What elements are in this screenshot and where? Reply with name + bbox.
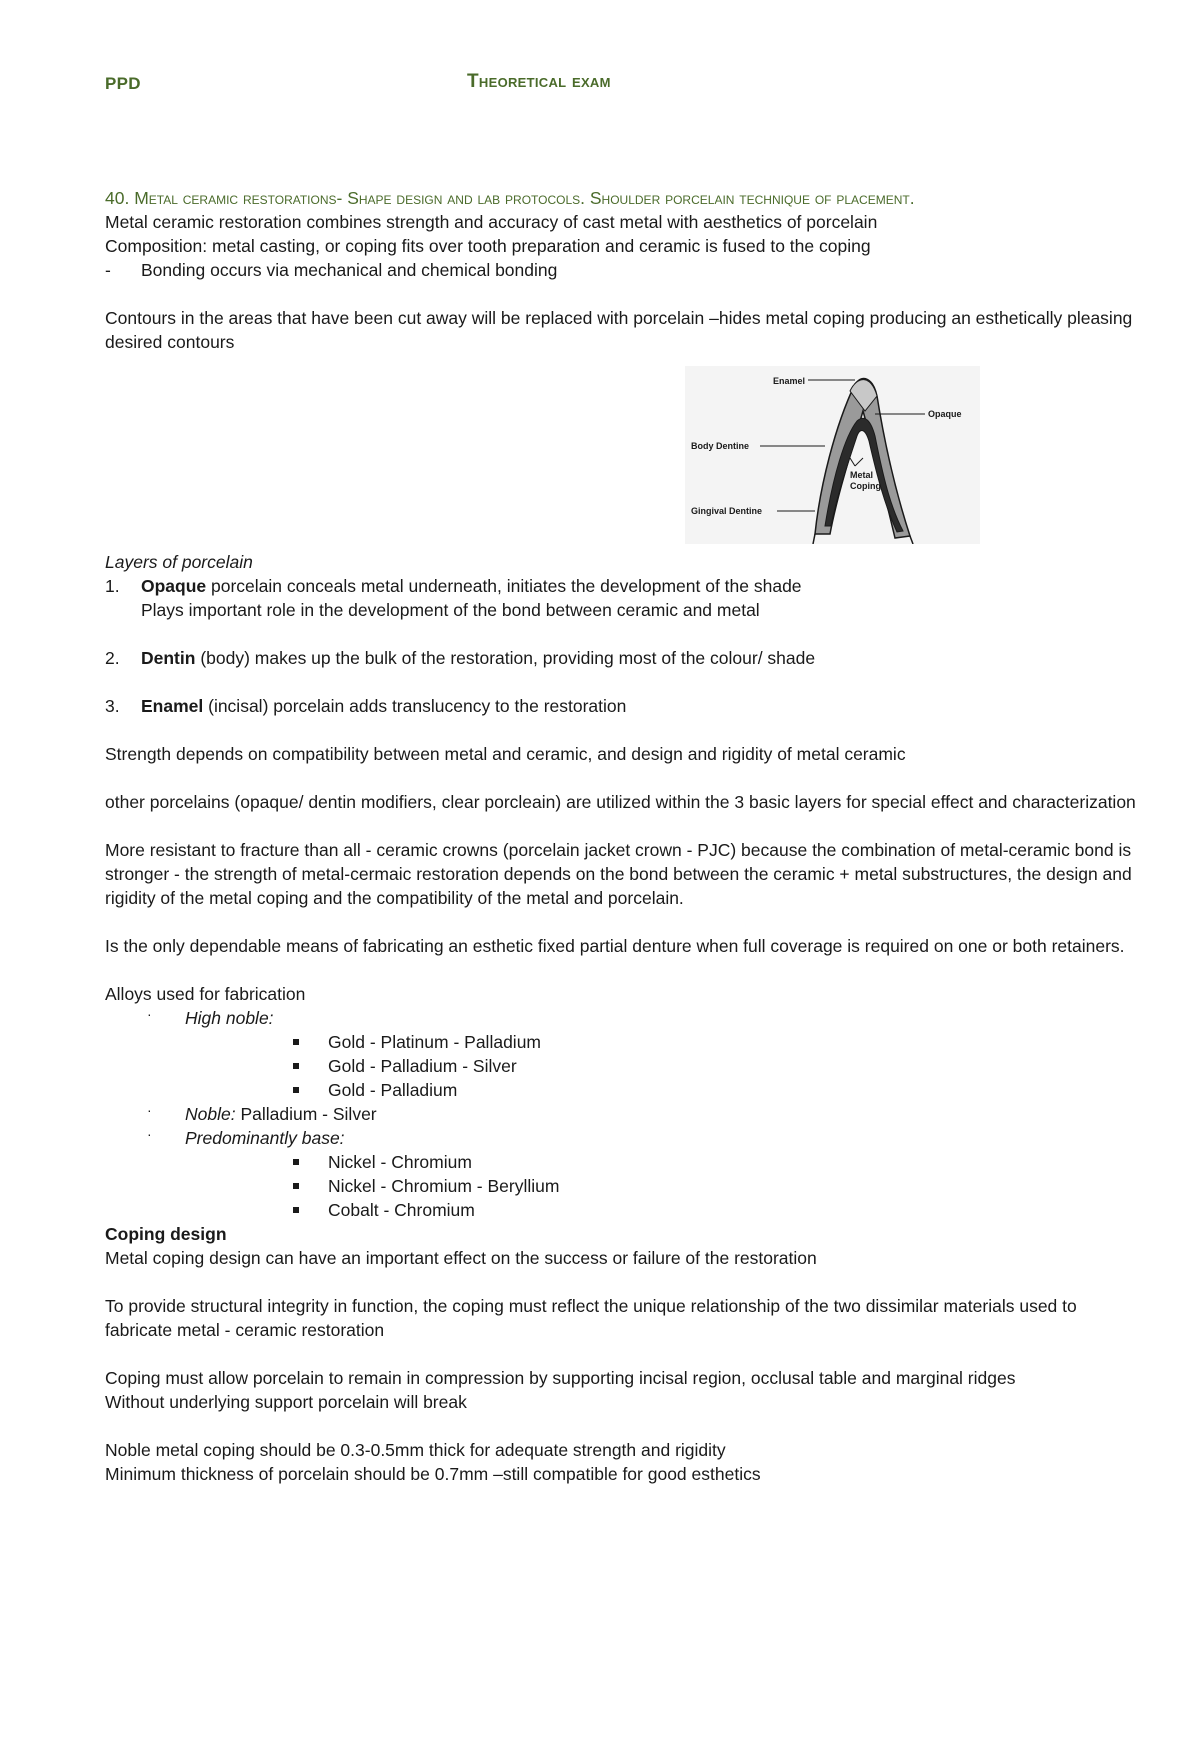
dash-marker: - (105, 260, 111, 280)
alloy-group-label: Noble (185, 1104, 231, 1124)
alloy-group (105, 1006, 1145, 1030)
square-bullet-icon (293, 1063, 299, 1069)
list-number: 1. (105, 576, 120, 596)
alloy-group (105, 1126, 1145, 1150)
header-right: Theoretical exam (467, 71, 611, 92)
alloy-item (105, 1078, 1145, 1102)
list-number: 3. (105, 696, 120, 716)
alloy-item (105, 1174, 1145, 1198)
coping-paragraph: To provide structural integrity in function, the coping must reflect the unique relationship of the two dissimilar materials used to fabricate metal - ceramic restoration (105, 1296, 1077, 1340)
alloy-group-suffix: : (268, 1008, 274, 1028)
section-title: 40. Metal ceramic restorations- Shape design and lab protocols. Shoulder porcelain technique of placement. (105, 188, 915, 208)
coping-paragraph: Coping must allow porcelain to remain in compression by supporting incisal region, occlusal table and marginal ridges (105, 1368, 1016, 1388)
coping-paragraph: Metal coping design can have an important effect on the success or failure of the restoration (105, 1248, 817, 1268)
alloy-group-suffix: : (230, 1104, 236, 1124)
alloy-item-text: Gold - Platinum - Palladium (328, 1032, 541, 1052)
alloy-item-text: Nickel - Chromium - Beryllium (328, 1176, 560, 1196)
label-body-dentine: Body Dentine (691, 441, 750, 451)
intro-line: Composition: metal casting, or coping fits over tooth preparation and ceramic is fused to the coping (105, 236, 871, 256)
label-metal: Metal (850, 470, 874, 480)
alloy-item (105, 1054, 1145, 1078)
layer-description: porcelain conceals metal underneath, initiates the development of the shade (206, 576, 802, 596)
layer-name: Opaque (141, 576, 207, 596)
alloy-item-text: Gold - Palladium (328, 1080, 458, 1100)
header-left: PPD (105, 74, 141, 93)
square-bullet-icon (293, 1183, 299, 1189)
alloy-group-label: Predominantly base (185, 1128, 340, 1148)
bonding-text: Bonding occurs via mechanical and chemical bonding (141, 260, 558, 280)
label-enamel: Enamel (773, 376, 806, 386)
alloy-item (105, 1030, 1145, 1054)
label-gingival-dentine: Gingival Dentine (691, 506, 763, 516)
label-opaque: Opaque (928, 409, 962, 419)
layer-description: (incisal) porcelain adds translucency to the restoration (203, 696, 627, 716)
strength-paragraph: Strength depends on compatibility between metal and ceramic, and design and rigidity of metal ceramic (105, 744, 906, 764)
layer-description: (body) makes up the bulk of the restoration, providing most of the colour/ shade (195, 648, 816, 668)
list-number: 2. (105, 648, 120, 668)
square-bullet-icon (293, 1207, 299, 1213)
coping-paragraph: Without underlying support porcelain will break (105, 1392, 467, 1412)
layer-item (105, 574, 1145, 598)
alloy-group (105, 1102, 1145, 1126)
alloy-item-text: Nickel - Chromium (328, 1152, 472, 1172)
bullet-dot: · (147, 1102, 152, 1118)
other-porcelains-paragraph: other porcelains (opaque/ dentin modifiers, clear porcleain) are utilized within the 3 basic layers for special effect and characterization (105, 792, 1136, 812)
layers-heading: Layers of porcelain (105, 552, 253, 572)
alloy-item (105, 1198, 1145, 1222)
layer-extra-text: Plays important role in the development of the bond between ceramic and metal (141, 600, 760, 620)
bullet-dot: · (147, 1006, 152, 1022)
square-bullet-icon (293, 1039, 299, 1045)
bonding-item (105, 258, 1145, 282)
alloy-group-label: High noble (185, 1008, 269, 1028)
alloy-group-suffix: : (339, 1128, 345, 1148)
intro-line: Metal ceramic restoration combines strength and accuracy of cast metal with aesthetics of porcelain (105, 212, 878, 232)
square-bullet-icon (293, 1087, 299, 1093)
square-bullet-icon (293, 1159, 299, 1165)
coping-heading: Coping design (105, 1224, 227, 1244)
alloy-item-text: Gold - Palladium - Silver (328, 1056, 517, 1076)
alloy-group-value: Palladium - Silver (235, 1104, 377, 1124)
tooth-diagram (685, 366, 980, 544)
layer-item (105, 646, 1145, 670)
alloy-item (105, 1150, 1145, 1174)
document-body (105, 186, 1145, 1486)
contours-paragraph: Contours in the areas that have been cut away will be replaced with porcelain –hides metal coping producing an esthetically pleasing desired contours (105, 308, 1133, 352)
coping-paragraph: Noble metal coping should be 0.3-0.5mm thick for adequate strength and rigidity (105, 1440, 726, 1460)
figure-area (105, 366, 1145, 544)
alloy-item-text: Cobalt - Chromium (328, 1200, 475, 1220)
more-resistant-paragraph: More resistant to fracture than all - ceramic crowns (porcelain jacket crown - PJC) because the combination of metal-ceramic bond is stronger - the strength of metal-cermaic restoration depends on the bond between the ceramic + metal substructures, the design and rigidity of the metal coping and the compatibility of the metal and porcelain. (105, 840, 1132, 908)
bullet-dot: · (147, 1126, 152, 1142)
alloys-heading: Alloys used for fabrication (105, 984, 306, 1004)
layer-name: Enamel (141, 696, 204, 716)
label-coping: Coping (850, 481, 881, 491)
layer-name: Dentin (141, 648, 196, 668)
layer-item-extra (105, 598, 1145, 622)
only-dependable-paragraph: Is the only dependable means of fabricating an esthetic fixed partial denture when full coverage is required on one or both retainers. (105, 936, 1125, 956)
layer-item (105, 694, 1145, 718)
coping-paragraph: Minimum thickness of porcelain should be 0.7mm –still compatible for good esthetics (105, 1464, 761, 1484)
